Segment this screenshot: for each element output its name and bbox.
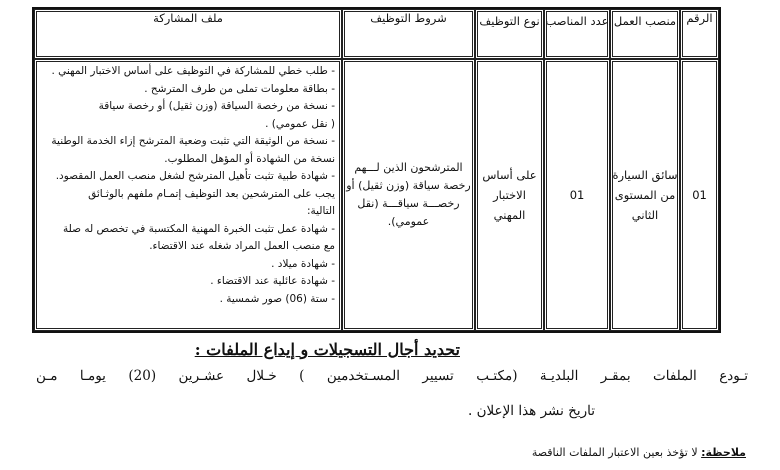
list-item: - شهادة عائلية عند الاقتضاء . bbox=[210, 275, 335, 287]
row-position-cell bbox=[610, 59, 680, 331]
file-requirements-list bbox=[35, 60, 341, 308]
row-number: 01 bbox=[692, 188, 707, 202]
header-type: نوع التوظيف bbox=[475, 9, 544, 59]
list-item: يجب على المترشحين بعد التوظيف إتمـام ملفهم بالوثـائق bbox=[88, 187, 335, 200]
list-item: - طلب خطي للمشاركة في التوظيف على أساس الاختبار المهني . bbox=[51, 65, 335, 77]
row-count: 01 bbox=[569, 188, 585, 202]
list-item: - شهادة طبية تثبت تأهيل المترشح لشغل منصب العمل المقصود. bbox=[55, 170, 335, 182]
row-number-cell bbox=[680, 59, 719, 331]
table-header-row bbox=[34, 9, 719, 59]
header-count: عدد المناصب bbox=[544, 9, 610, 59]
deadline-paragraph-line1: تـودع الملفات بمقـر البلديـة (مكتـب تسيير المسـتخدمين ) خـلال عشـرين (20) يومـا مـن bbox=[36, 368, 748, 384]
note-label: ملاحظة: bbox=[701, 446, 746, 459]
row-conditions: المترشحون الذين لـــهم رخصة سياقة (وزن ثقيل) أو رخصـــة سياقـــة (نقل عمومي). bbox=[346, 161, 471, 228]
list-item: - نسخة من رخصة السياقة (وزن ثقيل) أو رخصة سياقة bbox=[98, 100, 335, 112]
row-position: سائق السيارة من المستوى الثاني bbox=[612, 168, 678, 222]
row-type-cell bbox=[475, 59, 544, 331]
list-item: - بطاقة معلومات تملى من طرف المترشح . bbox=[144, 82, 335, 95]
row-conditions-cell bbox=[342, 59, 475, 331]
deadline-paragraph-line2: تاريخ نشر هذا الإعلان . bbox=[468, 403, 595, 419]
recruitment-table bbox=[32, 7, 721, 333]
note bbox=[532, 446, 746, 459]
header-position: منصب العمل bbox=[610, 9, 680, 59]
list-item: - شهادة عمل تثبت الخبرة المهنية المكتسبة في تخصص له صلة bbox=[63, 222, 335, 235]
row-file-cell bbox=[34, 59, 342, 331]
list-item: - شهادة ميلاد . bbox=[271, 257, 335, 270]
note-text: لا تؤخذ بعين الاعتبار الملفات الناقصة bbox=[531, 446, 702, 459]
row-type: على أساس الاختبار المهني bbox=[482, 168, 537, 222]
list-item: مع منصب العمل المراد شغله عند الاقتضاء. bbox=[149, 240, 335, 252]
list-item: ( نقل عمومي) . bbox=[265, 117, 335, 130]
header-file: ملف المشاركة bbox=[34, 9, 342, 59]
list-item: - نسخة من الوثيقة التي تثبت وضعية المترشح إزاء الخدمة الوطنية bbox=[51, 135, 335, 147]
list-item: نسخة من الشهادة أو المؤهل المطلوب. bbox=[164, 152, 335, 165]
table-row bbox=[34, 59, 719, 331]
header-number: الرقم bbox=[680, 9, 719, 59]
row-count-cell bbox=[544, 59, 610, 331]
section-title: تحديد أجال التسجيلات و إيداع الملفات : bbox=[194, 340, 460, 359]
header-conditions: شروط التوظيف bbox=[342, 9, 475, 59]
list-item: - ستة (06) صور شمسية . bbox=[219, 292, 335, 305]
list-item: التالية: bbox=[306, 205, 335, 217]
